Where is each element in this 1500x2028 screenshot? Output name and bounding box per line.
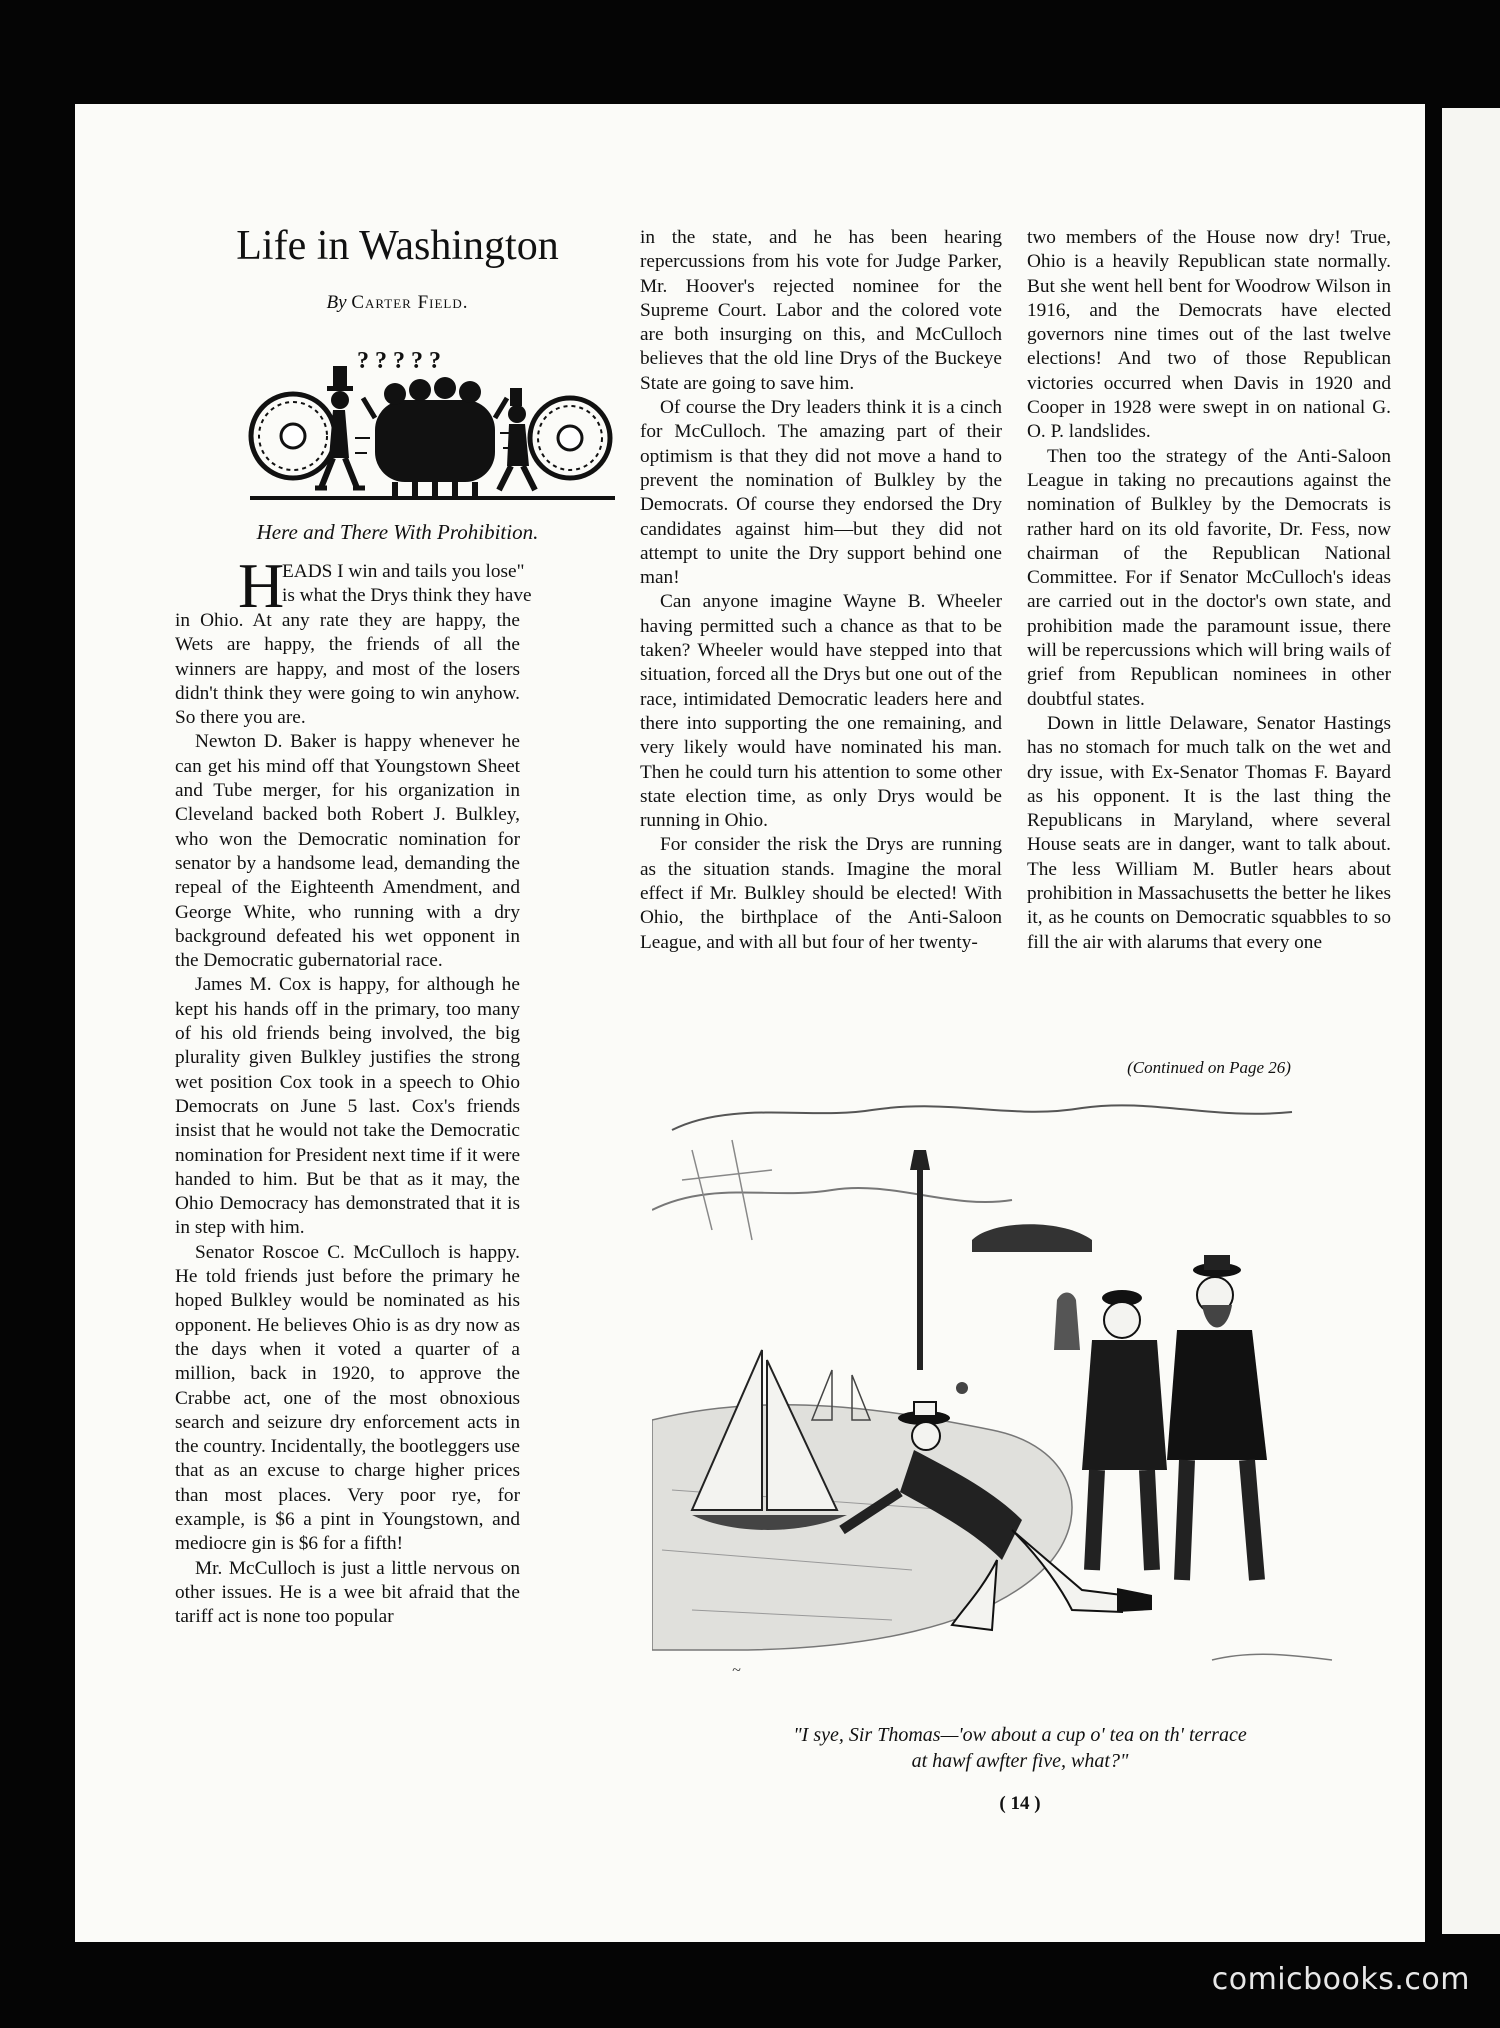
lead-line-2: is what the Drys think they have [282,585,532,606]
left-drum-figure [251,366,365,488]
caption-line-2: at hawf awfter five, what?" [911,1750,1129,1772]
artist-signature: ~ [732,1662,741,1679]
cartoon-illustration [652,1090,1387,1690]
continued-notice: (Continued on Page 26) [1127,1058,1291,1077]
column-1 [175,609,520,1839]
drop-cap: H [238,550,285,621]
paragraph: two members of the House now dry! True, Ohio is a heavily Republican state normally. But she went hell bent for Woodrow Wilson in 1916, and the Democrats have elected governors nine times out of the last twelve elections! And two of those Republican victories occurred when Davis in 1920 and Cooper in 1928 were swept in on national G. O. P. landslides. [1027,227,1391,443]
byline-author: Carter Field. [351,292,469,313]
column-3 [1027,226,1391,955]
paragraph: Newton D. Baker is happy whenever he can get his mind off that Youngstown Sheet and Tube merger, for his organization in Cleveland backed both Robert J. Bulkley, who won the Democratic nomination for senator by a handsome lead, demanding the repeal of the Eighteenth Amendment, and George White, who running with a dry background defeated his wet opponent in the Democratic gubernatorial race. [175,731,520,972]
column-2 [640,226,1002,955]
byline-prefix: By [326,292,347,313]
center-crowd [363,377,507,498]
lead-line-1: EADS I win and tails you lose" [282,561,525,582]
right-drum-figure [499,388,610,490]
site-watermark: comicbooks.com [1211,1962,1470,1997]
byline [175,292,620,314]
paragraph: Can anyone imagine Wayne B. Wheeler having permitted such a chance as that to be taken? Wheeler would have stepped into that situation, forced all the Drys but one out of the race, intimidated Democratic leaders here and there into supporting the one remaining, and very likely would have nominated his man. Then he could turn his attention to some other state election time, as only Drys would be running in Ohio. [640,591,1002,832]
adjacent-page-edge [1442,108,1500,1934]
paragraph: James M. Cox is happy, for although he kept his hands off in the primary, too many of his old friends being involved, the big plurality given Bulkley justifies the strong wet position Cox took in a speech to Ohio Democrats on June 5 last. Cox's friends insist that he would not take the Democratic nomination for President next time if it were handed to him. But be that as it may, the Ohio Democracy has demonstrated that it is in step with him. [175,974,520,1239]
section-subhead: Here and There With Prohibition. [256,520,539,544]
paragraph: Mr. McCulloch is just a little nervous on other issues. He is a wee bit afraid that the tariff act is none too popular [175,1557,520,1628]
illustration-caption [640,1722,1400,1774]
caption-line-1: "I sye, Sir Thomas—'ow about a cup o' tea on th' terrace [793,1724,1247,1746]
paragraph: in Ohio. At any rate they are happy, the Wets are happy, the friends of all the winners are happy, and most of the losers didn't think they were going to win anyhow. So there you are. [175,610,520,729]
paragraph: in the state, and he has been hearing repercussions from his vote for Judge Parker, Mr. Hoover's rejected nominee for the Supreme Court. Labor and the colored vote are both insurging on this, and McCulloch believes that the old line Drys of the Buckeye State are going to save him. [640,227,1002,394]
paragraph: Senator Roscoe C. McCulloch is happy. He told friends just before the primary he hoped Bulkley would be nominated as his opponent. He believes Ohio is as dry now as the days when it voted a quarter of a million, back in 1920, to approve the Crabbe act, one of the most obnoxious search and seizure dry enforcement acts in the country. Incidentally, the bootleggers use that as an excuse to charge higher prices than most places. Very poor rye, for example, is $6 a pint in Youngstown, and mediocre gin is $6 for a fifth! [175,1241,520,1555]
header-cartoon [245,338,620,508]
page-number: ( 14 ) [999,1793,1041,1814]
paragraph: Then too the strategy of the Anti-Saloon League in taking no precautions against the nomination of Bulkley by the Democrats is rather hard on its old favorite, Dr. Fess, now chairman of the Republican National Committee. For if Senator McCulloch's ideas are carried out in the doctor's own state, and prohibition made the paramount issue, there will be repercussions which will bring wails of grief from Republican nominees in other doubtful states. [1027,445,1391,710]
paragraph: Down in little Delaware, Senator Hastings has no stomach for much talk on the wet and dry issue, with Ex-Senator Thomas F. Bayard as his opponent. It is the last thing the Republicans in Maryland, where several House seats are in danger, want to talk about. The less William M. Butler hears about prohibition in Massachusetts the better he likes it, as he counts on Democratic squabbles to so fill the air with alarums that every one [1027,712,1391,953]
paragraph: For consider the risk the Drys are running as the situation stands. Imagine the moral effect if Mr. Bulkley should be elected! With Ohio, the birthplace of the Anti-Saloon League, and with all but four of her twenty- [640,834,1002,953]
paragraph: Of course the Dry leaders think it is a cinch for McCulloch. The amazing part of their optimism is that they did not move a hand to prevent the nomination of Bulkley by the Democrats. Of course they endorsed the Dry candidates against him—but they did not attempt to unite the Dry support behind one man! [640,397,1002,589]
article-title: Life in Washington [236,223,559,269]
question-marks: ? ? ? ? ? [357,348,441,374]
